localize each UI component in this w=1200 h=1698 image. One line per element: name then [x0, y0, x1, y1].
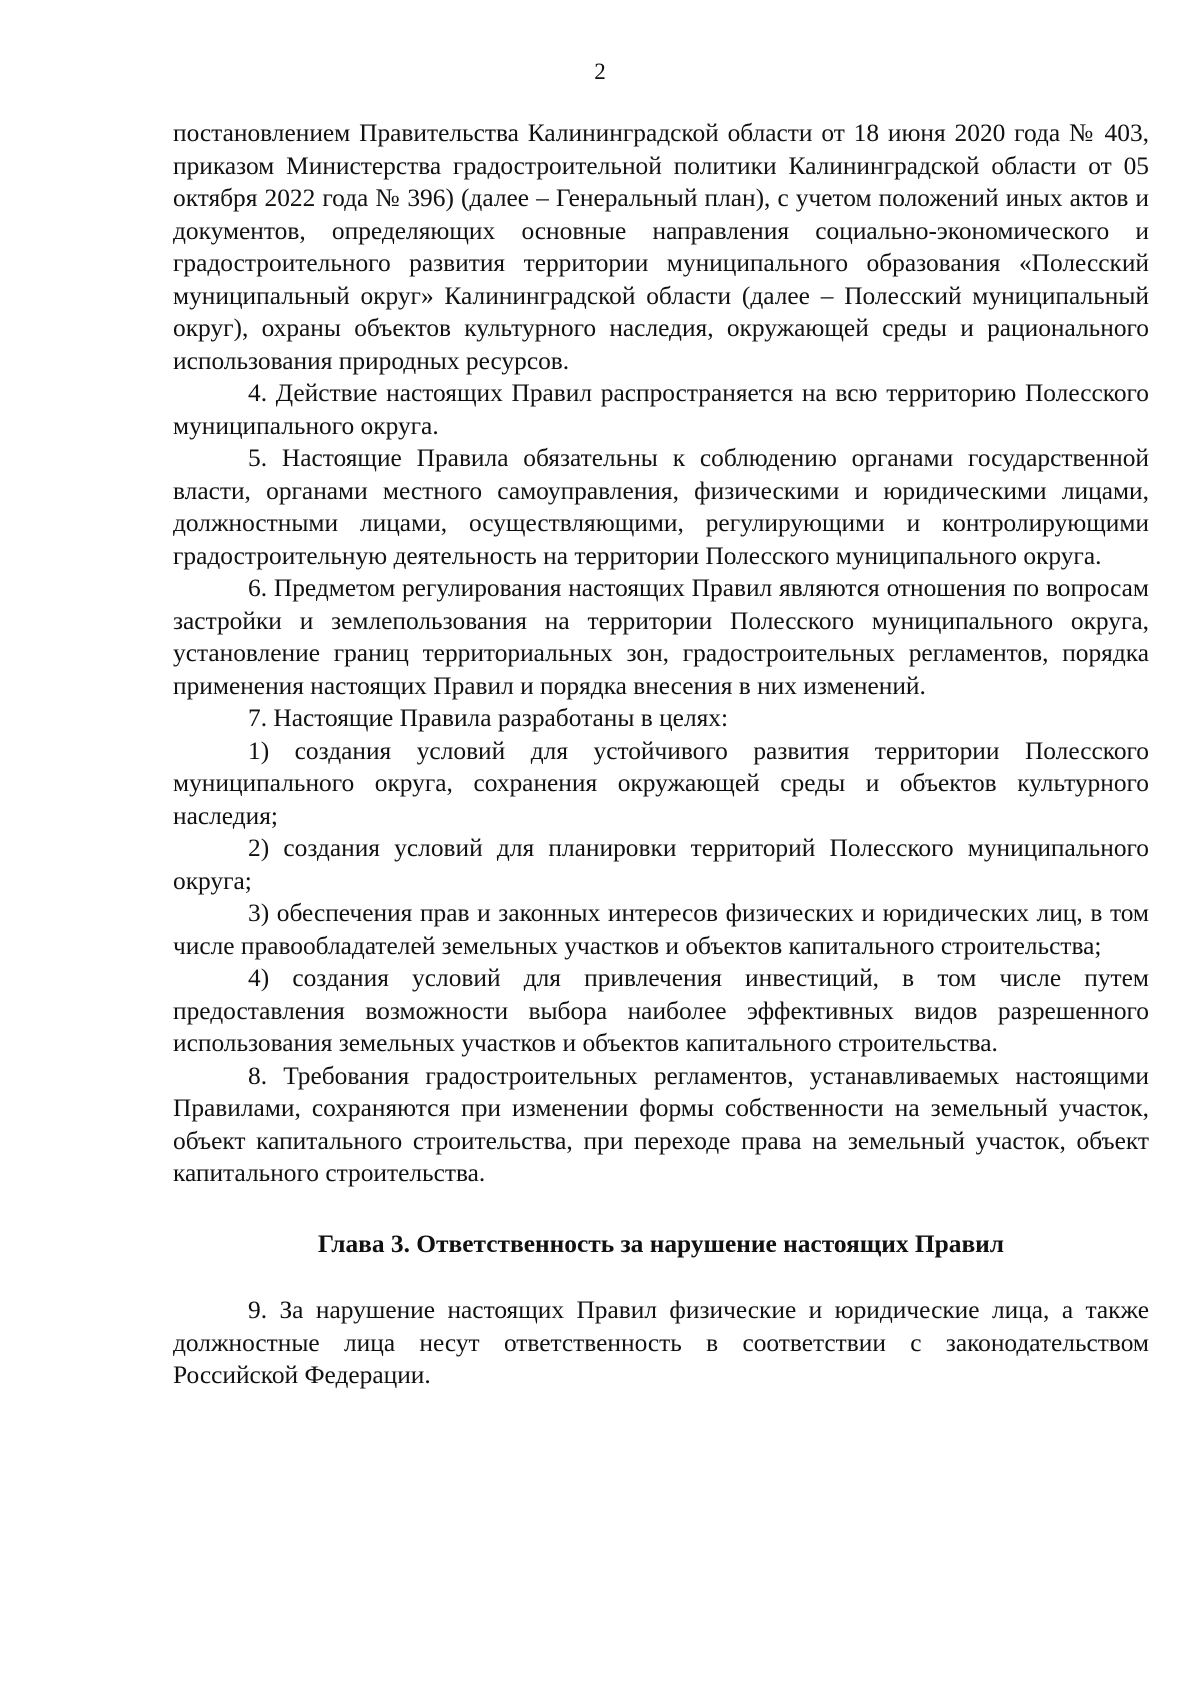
- paragraph-continuation: постановлением Правительства Калининградской области от 18 июня 2020 года № 403, приказом Министерства градостроительной политики Калининградской области от 05 октября 2022 года № 396) (далее – Генеральный план), с учетом положений иных актов и документов, определяющих основные направления социально-экономического и градостроительного развития территории муниципального образования «Полесский муниципальный округ» Калининградской области (далее – Полесский муниципальный округ), охраны объектов культурного наследия, окружающей среды и рационального использования природных ресурсов.: [173, 119, 1149, 375]
- paragraph-item-9: 9. За нарушение настоящих Правил физические и юридические лица, а также должностные лица несут ответственность в соответствии с законодательством Российской Федерации.: [173, 1296, 1149, 1389]
- paragraph-item-8: 8. Требования градостроительных регламентов, устанавливаемых настоящими Правилами, сохраняются при изменении формы собственности на земельный участок, объект капитального строительства, при переходе права на земельный участок, объект капитального строительства.: [173, 1061, 1149, 1187]
- paragraph-item-5: 5. Настоящие Правила обязательны к соблюдению органами государственной власти, органами местного самоуправления, физическими и юридическими лицами, должностными лицами, осуществляющими, регулирующими и контролирующими градостроительную деятельность на территории Полесского муниципального округа.: [173, 444, 1149, 570]
- paragraph-item-4: 4. Действие настоящих Правил распространяется на всю территорию Полесского муниципального округа.: [173, 379, 1149, 440]
- paragraph-item-7: 7. Настоящие Правила разработаны в целях:: [248, 704, 729, 732]
- paragraph-item-6: 6. Предметом регулирования настоящих Правил являются отношения по вопросам застройки и землепользования на территории Полесского муниципального округа, установление границ территориальных зон, градостроительных регламентов, порядка применения настоящих Правил и порядка внесения в них изменений.: [173, 574, 1149, 700]
- list-item-4: 4) создания условий для привлечения инвестиций, в том числе путем предоставления возможности выбора наиболее эффективных видов разрешенного использования земельных участков и объектов капитального строительства.: [173, 964, 1149, 1057]
- chapter-heading: Глава 3. Ответственность за нарушение настоящих Правил: [317, 1229, 1005, 1258]
- list-item-2: 2) создания условий для планировки территорий Полесского муниципального округа;: [173, 834, 1149, 895]
- list-item-3: 3) обеспечения прав и законных интересов физических и юридических лиц, в том числе правообладателей земельных участков и объектов капитального строительства;: [173, 899, 1149, 960]
- document-body: [173, 117, 1149, 1392]
- page-number: 2: [594, 59, 606, 84]
- list-item-1: 1) создания условий для устойчивого развития территории Полесского муниципального округа, сохранения окружающей среды и объектов культурного наследия;: [173, 736, 1149, 830]
